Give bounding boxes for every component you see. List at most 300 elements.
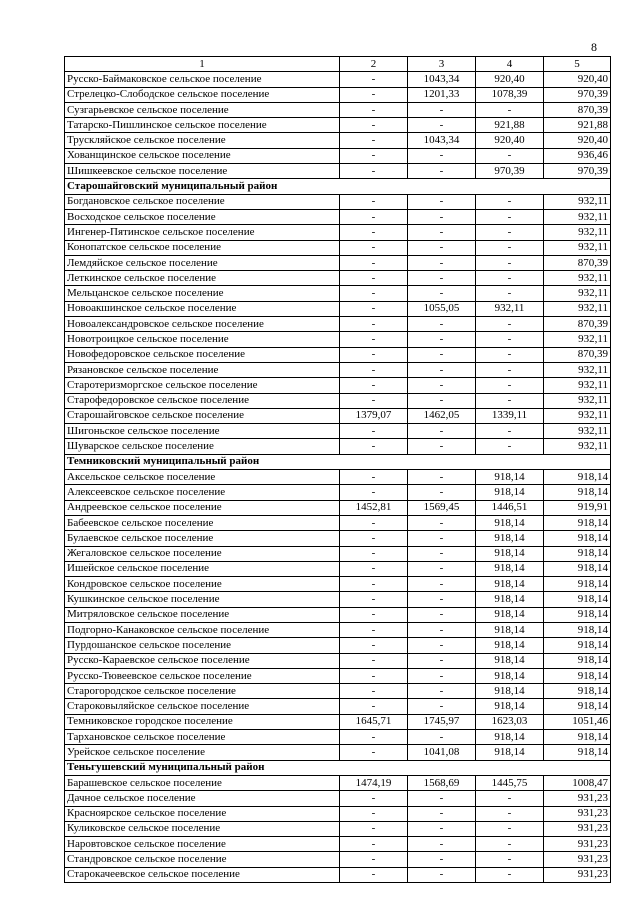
cell-col-4: 918,14	[476, 745, 544, 760]
cell-col-2: 1379,07	[340, 408, 408, 423]
settlement-name: Мельцанское сельское поселение	[65, 286, 340, 301]
cell-col-3: -	[408, 607, 476, 622]
table-row	[65, 470, 611, 485]
cell-col-5: 932,11	[544, 439, 611, 454]
cell-col-4: -	[476, 378, 544, 393]
cell-col-3: -	[408, 102, 476, 117]
table-row	[65, 577, 611, 592]
cell-col-5: 932,11	[544, 225, 611, 240]
cell-col-2: -	[340, 653, 408, 668]
cell-col-4: 918,14	[476, 470, 544, 485]
settlement-name: Шигоньское сельское поселение	[65, 424, 340, 439]
settlement-name: Старофедоровское сельское поселение	[65, 393, 340, 408]
cell-col-4: -	[476, 837, 544, 852]
cell-col-4: 918,14	[476, 577, 544, 592]
cell-col-2: -	[340, 194, 408, 209]
cell-col-3: -	[408, 684, 476, 699]
cell-col-5: 921,88	[544, 118, 611, 133]
cell-col-3: -	[408, 653, 476, 668]
cell-col-5: 918,14	[544, 531, 611, 546]
cell-col-4: 918,14	[476, 730, 544, 745]
table-row	[65, 852, 611, 867]
cell-col-2: -	[340, 271, 408, 286]
cell-col-2: -	[340, 470, 408, 485]
settlement-name: Шишкеевское сельское поселение	[65, 164, 340, 179]
cell-col-5: 918,14	[544, 561, 611, 576]
cell-col-2: -	[340, 87, 408, 102]
settlement-name: Кондровское сельское поселение	[65, 577, 340, 592]
table-row	[65, 393, 611, 408]
cell-col-4: 1339,11	[476, 408, 544, 423]
settlement-name: Красноярское сельское поселение	[65, 806, 340, 821]
cell-col-4: 1445,75	[476, 775, 544, 790]
cell-col-4: -	[476, 821, 544, 836]
table-row	[65, 225, 611, 240]
cell-col-3: -	[408, 164, 476, 179]
settlement-name: Новоакшинское сельское поселение	[65, 301, 340, 316]
cell-col-4: -	[476, 867, 544, 882]
cell-col-2: -	[340, 485, 408, 500]
cell-col-4: -	[476, 332, 544, 347]
cell-col-5: 918,14	[544, 745, 611, 760]
header-cell: 1	[65, 57, 340, 72]
header-cell: 5	[544, 57, 611, 72]
cell-col-5: 918,14	[544, 515, 611, 530]
settlement-name: Хованщинское сельское поселение	[65, 148, 340, 163]
cell-col-3: -	[408, 255, 476, 270]
settlement-name: Сузгарьевское сельское поселение	[65, 102, 340, 117]
settlement-name: Русско-Тювеевское сельское поселение	[65, 668, 340, 683]
header-cell: 3	[408, 57, 476, 72]
table-row	[65, 561, 611, 576]
table-row	[65, 775, 611, 790]
settlement-name: Бабеевское сельское поселение	[65, 515, 340, 530]
settlement-name: Стандровское сельское поселение	[65, 852, 340, 867]
cell-col-3: -	[408, 317, 476, 332]
cell-col-4: 918,14	[476, 485, 544, 500]
cell-col-3: -	[408, 332, 476, 347]
table-row	[65, 301, 611, 316]
cell-col-2: -	[340, 806, 408, 821]
cell-col-2: -	[340, 607, 408, 622]
cell-col-5: 936,46	[544, 148, 611, 163]
cell-col-3: -	[408, 577, 476, 592]
cell-col-2: -	[340, 133, 408, 148]
settlement-name: Старошайговское сельское поселение	[65, 408, 340, 423]
cell-col-2: 1645,71	[340, 714, 408, 729]
table-row	[65, 87, 611, 102]
cell-col-3: -	[408, 470, 476, 485]
cell-col-4: 918,14	[476, 684, 544, 699]
cell-col-3: -	[408, 867, 476, 882]
cell-col-2: 1474,19	[340, 775, 408, 790]
cell-col-4: -	[476, 102, 544, 117]
cell-col-5: 919,91	[544, 500, 611, 515]
cell-col-3: -	[408, 546, 476, 561]
cell-col-2: -	[340, 668, 408, 683]
settlement-name: Урейское сельское поселение	[65, 745, 340, 760]
cell-col-5: 920,40	[544, 133, 611, 148]
cell-col-3: -	[408, 148, 476, 163]
cell-col-4: 918,14	[476, 622, 544, 637]
cell-col-2: -	[340, 684, 408, 699]
settlement-name: Куликовское сельское поселение	[65, 821, 340, 836]
settlement-name: Андреевское сельское поселение	[65, 500, 340, 515]
cell-col-2: -	[340, 225, 408, 240]
settlement-name: Стрелецко-Слободское сельское поселение	[65, 87, 340, 102]
cell-col-2: -	[340, 867, 408, 882]
cell-col-3: -	[408, 240, 476, 255]
cell-col-5: 932,11	[544, 271, 611, 286]
table-body	[65, 57, 611, 883]
table-row	[65, 546, 611, 561]
cell-col-4: 918,14	[476, 653, 544, 668]
table-row	[65, 362, 611, 377]
cell-col-5: 931,23	[544, 867, 611, 882]
settlement-name: Восходское сельское поселение	[65, 209, 340, 224]
table-row	[65, 118, 611, 133]
cell-col-3: -	[408, 225, 476, 240]
cell-col-3: -	[408, 286, 476, 301]
cell-col-2: -	[340, 439, 408, 454]
cell-col-3: 1745,97	[408, 714, 476, 729]
settlement-name: Ишейское сельское поселение	[65, 561, 340, 576]
cell-col-3: -	[408, 668, 476, 683]
table-row	[65, 347, 611, 362]
cell-col-3: -	[408, 424, 476, 439]
cell-col-2: -	[340, 730, 408, 745]
cell-col-5: 932,11	[544, 424, 611, 439]
cell-col-5: 931,23	[544, 791, 611, 806]
table-row	[65, 699, 611, 714]
cell-col-4: -	[476, 791, 544, 806]
cell-col-5: 932,11	[544, 194, 611, 209]
cell-col-2: -	[340, 255, 408, 270]
header-cell: 4	[476, 57, 544, 72]
cell-col-4: 918,14	[476, 607, 544, 622]
table-row	[65, 378, 611, 393]
settlement-name: Тархановское сельское поселение	[65, 730, 340, 745]
cell-col-2: 1452,81	[340, 500, 408, 515]
cell-col-5: 931,23	[544, 821, 611, 836]
cell-col-4: 920,40	[476, 72, 544, 87]
table-row	[65, 745, 611, 760]
settlement-name: Лемдяйское сельское поселение	[65, 255, 340, 270]
cell-col-4: 921,88	[476, 118, 544, 133]
cell-col-5: 931,23	[544, 837, 611, 852]
cell-col-4: 1078,39	[476, 87, 544, 102]
cell-col-3: -	[408, 515, 476, 530]
cell-col-4: 1446,51	[476, 500, 544, 515]
table-row	[65, 714, 611, 729]
table-row	[65, 653, 611, 668]
cell-col-2: -	[340, 515, 408, 530]
cell-col-2: -	[340, 821, 408, 836]
cell-col-2: -	[340, 286, 408, 301]
settlement-name: Шуварское сельское поселение	[65, 439, 340, 454]
settlement-name: Барашевское сельское поселение	[65, 775, 340, 790]
cell-col-2: -	[340, 852, 408, 867]
cell-col-2: -	[340, 393, 408, 408]
cell-col-2: -	[340, 546, 408, 561]
settlement-name: Жегаловское сельское поселение	[65, 546, 340, 561]
cell-col-4: 918,14	[476, 531, 544, 546]
table-row	[65, 531, 611, 546]
table-row	[65, 638, 611, 653]
cell-col-3: 1043,34	[408, 72, 476, 87]
district-name: Старошайговский муниципальный район	[65, 179, 611, 194]
cell-col-2: -	[340, 240, 408, 255]
cell-col-2: -	[340, 622, 408, 637]
cell-col-4: -	[476, 347, 544, 362]
table-row	[65, 209, 611, 224]
cell-col-3: -	[408, 485, 476, 500]
cell-col-2: -	[340, 332, 408, 347]
cell-col-3: -	[408, 806, 476, 821]
settlement-name: Подгорно-Канаковское сельское поселение	[65, 622, 340, 637]
cell-col-5: 931,23	[544, 852, 611, 867]
tariff-table	[64, 56, 611, 883]
cell-col-4: -	[476, 424, 544, 439]
cell-col-3: -	[408, 393, 476, 408]
cell-col-5: 918,14	[544, 622, 611, 637]
table-row	[65, 102, 611, 117]
cell-col-4: -	[476, 271, 544, 286]
table-row	[65, 622, 611, 637]
table-row	[65, 286, 611, 301]
cell-col-2: -	[340, 317, 408, 332]
cell-col-4: -	[476, 286, 544, 301]
table-row	[65, 867, 611, 882]
cell-col-2: -	[340, 424, 408, 439]
cell-col-3: -	[408, 271, 476, 286]
cell-col-2: -	[340, 347, 408, 362]
cell-col-5: 918,14	[544, 577, 611, 592]
cell-col-3: -	[408, 439, 476, 454]
settlement-name: Митряловское сельское поселение	[65, 607, 340, 622]
cell-col-2: -	[340, 378, 408, 393]
settlement-name: Леткинское сельское поселение	[65, 271, 340, 286]
cell-col-4: 918,14	[476, 546, 544, 561]
cell-col-4: -	[476, 225, 544, 240]
cell-col-5: 918,14	[544, 607, 611, 622]
cell-col-4: 918,14	[476, 668, 544, 683]
settlement-name: Пурдошанское сельское поселение	[65, 638, 340, 653]
cell-col-5: 932,11	[544, 286, 611, 301]
cell-col-5: 970,39	[544, 164, 611, 179]
table-row	[65, 133, 611, 148]
settlement-name: Новоалександровское сельское поселение	[65, 317, 340, 332]
table-row	[65, 255, 611, 270]
table-row	[65, 164, 611, 179]
cell-col-5: 870,39	[544, 102, 611, 117]
header-cell: 2	[340, 57, 408, 72]
settlement-name: Наровтовское сельское поселение	[65, 837, 340, 852]
district-name: Темниковский муниципальный район	[65, 454, 611, 469]
cell-col-5: 932,11	[544, 362, 611, 377]
cell-col-3: 1201,33	[408, 87, 476, 102]
table-row	[65, 806, 611, 821]
cell-col-3: -	[408, 194, 476, 209]
cell-col-4: 918,14	[476, 699, 544, 714]
cell-col-2: -	[340, 638, 408, 653]
table-row	[65, 332, 611, 347]
settlement-name: Новофедоровское сельское поселение	[65, 347, 340, 362]
cell-col-5: 970,39	[544, 87, 611, 102]
cell-col-4: 970,39	[476, 164, 544, 179]
cell-col-2: -	[340, 102, 408, 117]
cell-col-4: 1623,03	[476, 714, 544, 729]
table-row	[65, 515, 611, 530]
cell-col-3: -	[408, 347, 476, 362]
settlement-name: Русско-Баймаковское сельское поселение	[65, 72, 340, 87]
cell-col-3: -	[408, 837, 476, 852]
cell-col-3: -	[408, 791, 476, 806]
settlement-name: Староковыляйское сельское поселение	[65, 699, 340, 714]
settlement-name: Булаевское сельское поселение	[65, 531, 340, 546]
table-row	[65, 194, 611, 209]
cell-col-3: -	[408, 852, 476, 867]
cell-col-4: -	[476, 209, 544, 224]
cell-col-4: 920,40	[476, 133, 544, 148]
cell-col-4: -	[476, 439, 544, 454]
cell-col-3: -	[408, 118, 476, 133]
cell-col-4: -	[476, 240, 544, 255]
cell-col-5: 918,14	[544, 684, 611, 699]
cell-col-2: -	[340, 72, 408, 87]
cell-col-3: 1462,05	[408, 408, 476, 423]
settlement-name: Ингенер-Пятинское сельское поселение	[65, 225, 340, 240]
table-row	[65, 837, 611, 852]
page-number: 8	[591, 40, 597, 54]
cell-col-3: -	[408, 209, 476, 224]
settlement-name: Старотеризморгское сельское поселение	[65, 378, 340, 393]
cell-col-4: -	[476, 148, 544, 163]
cell-col-5: 932,11	[544, 393, 611, 408]
table-row	[65, 821, 611, 836]
table-row	[65, 592, 611, 607]
settlement-name: Рязановское сельское поселение	[65, 362, 340, 377]
cell-col-3: 1568,69	[408, 775, 476, 790]
cell-col-2: -	[340, 301, 408, 316]
cell-col-2: -	[340, 209, 408, 224]
cell-col-2: -	[340, 531, 408, 546]
cell-col-3: -	[408, 699, 476, 714]
cell-col-3: -	[408, 378, 476, 393]
cell-col-3: -	[408, 821, 476, 836]
cell-col-5: 918,14	[544, 730, 611, 745]
settlement-name: Трускляйское сельское поселение	[65, 133, 340, 148]
cell-col-5: 920,40	[544, 72, 611, 87]
cell-col-3: -	[408, 638, 476, 653]
table-row	[65, 607, 611, 622]
table-row	[65, 148, 611, 163]
settlement-name: Кушкинское сельское поселение	[65, 592, 340, 607]
cell-col-2: -	[340, 592, 408, 607]
table-row	[65, 424, 611, 439]
cell-col-3: -	[408, 592, 476, 607]
table-row	[65, 668, 611, 683]
cell-col-4: -	[476, 317, 544, 332]
district-name: Теньгушевский муниципальный район	[65, 760, 611, 775]
cell-col-5: 918,14	[544, 653, 611, 668]
cell-col-5: 870,39	[544, 317, 611, 332]
cell-col-2: -	[340, 118, 408, 133]
settlement-name: Дачное сельское поселение	[65, 791, 340, 806]
table-row	[65, 240, 611, 255]
cell-col-4: 918,14	[476, 515, 544, 530]
settlement-name: Аксельское сельское поселение	[65, 470, 340, 485]
cell-col-3: -	[408, 561, 476, 576]
district-section-row	[65, 179, 611, 194]
cell-col-2: -	[340, 362, 408, 377]
cell-col-4: 918,14	[476, 638, 544, 653]
settlement-name: Русско-Караевское сельское поселение	[65, 653, 340, 668]
cell-col-3: -	[408, 730, 476, 745]
settlement-name: Конопатское сельское поселение	[65, 240, 340, 255]
settlement-name: Старокачеевское сельское поселение	[65, 867, 340, 882]
cell-col-3: 1043,34	[408, 133, 476, 148]
cell-col-3: 1041,08	[408, 745, 476, 760]
header-row	[65, 57, 611, 72]
cell-col-5: 918,14	[544, 546, 611, 561]
cell-col-5: 918,14	[544, 699, 611, 714]
cell-col-5: 870,39	[544, 255, 611, 270]
cell-col-5: 1008,47	[544, 775, 611, 790]
district-section-row	[65, 760, 611, 775]
cell-col-4: -	[476, 806, 544, 821]
cell-col-5: 1051,46	[544, 714, 611, 729]
cell-col-3: 1569,45	[408, 500, 476, 515]
cell-col-5: 918,14	[544, 592, 611, 607]
cell-col-5: 932,11	[544, 408, 611, 423]
cell-col-4: 932,11	[476, 301, 544, 316]
settlement-name: Богдановское сельское поселение	[65, 194, 340, 209]
table-row	[65, 271, 611, 286]
table-row	[65, 791, 611, 806]
cell-col-2: -	[340, 745, 408, 760]
cell-col-2: -	[340, 164, 408, 179]
table-row	[65, 439, 611, 454]
district-section-row	[65, 454, 611, 469]
cell-col-4: -	[476, 362, 544, 377]
cell-col-3: -	[408, 362, 476, 377]
cell-col-4: -	[476, 194, 544, 209]
cell-col-3: -	[408, 531, 476, 546]
settlement-name: Темниковское городское поселение	[65, 714, 340, 729]
cell-col-5: 932,11	[544, 332, 611, 347]
cell-col-2: -	[340, 561, 408, 576]
cell-col-2: -	[340, 791, 408, 806]
settlement-name: Алексеевское сельское поселение	[65, 485, 340, 500]
table-row	[65, 730, 611, 745]
settlement-name: Старогородское сельское поселение	[65, 684, 340, 699]
cell-col-5: 918,14	[544, 638, 611, 653]
cell-col-5: 932,11	[544, 240, 611, 255]
cell-col-4: 918,14	[476, 561, 544, 576]
cell-col-5: 932,11	[544, 378, 611, 393]
cell-col-2: -	[340, 699, 408, 714]
table-row	[65, 485, 611, 500]
settlement-name: Татарско-Пишлинское сельское поселение	[65, 118, 340, 133]
cell-col-4: -	[476, 393, 544, 408]
table-row	[65, 500, 611, 515]
cell-col-2: -	[340, 577, 408, 592]
table-row	[65, 317, 611, 332]
cell-col-5: 931,23	[544, 806, 611, 821]
table-row	[65, 684, 611, 699]
table-row	[65, 72, 611, 87]
